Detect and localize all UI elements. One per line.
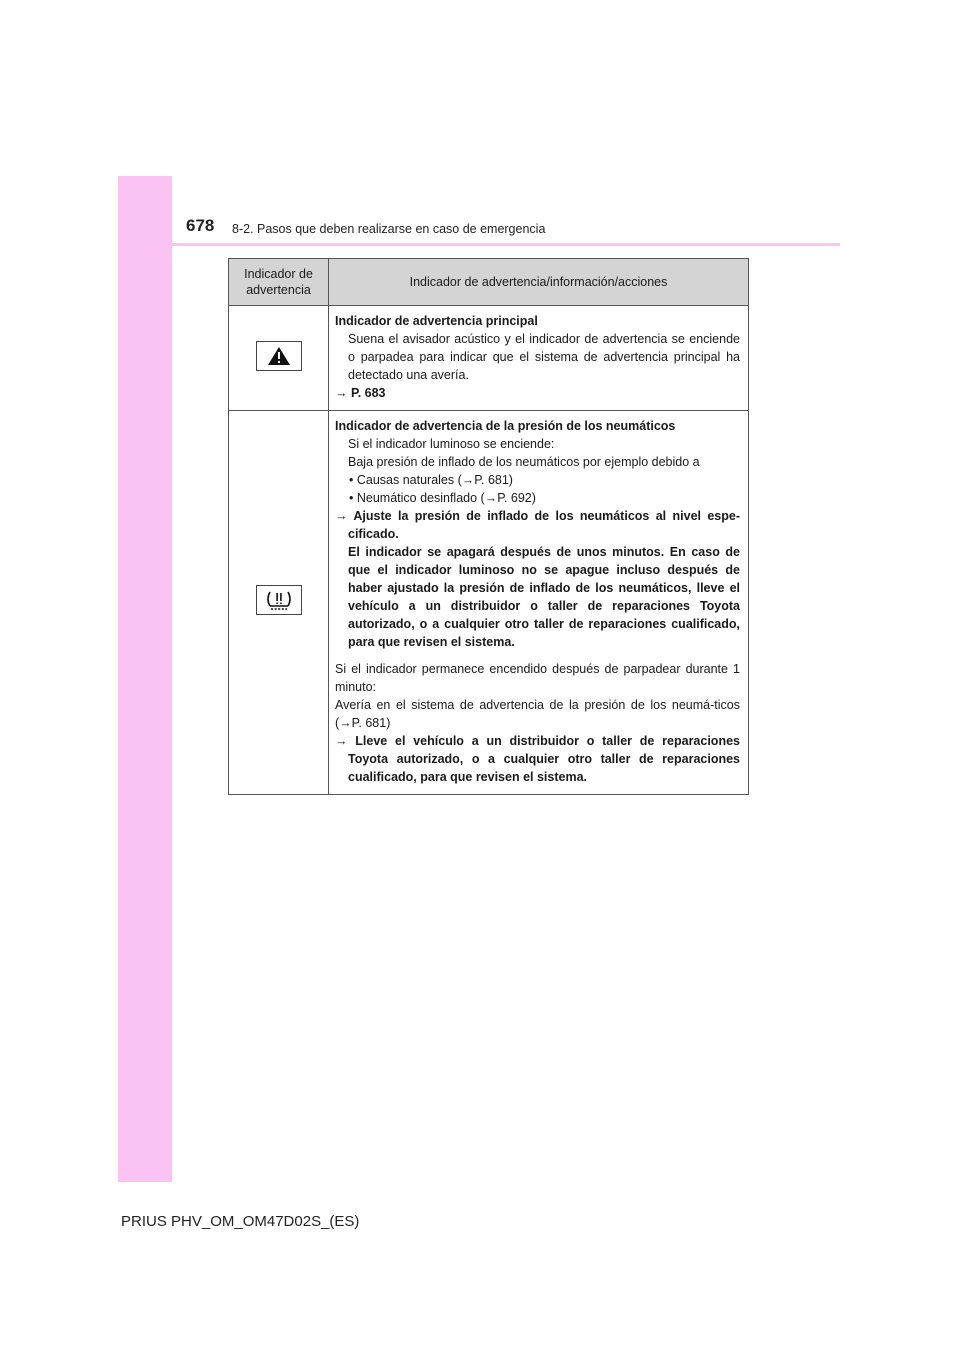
page-reference-text: P. 683 (350, 386, 386, 400)
arrow-right-icon: → (335, 509, 354, 523)
action-text (335, 732, 740, 786)
row-description: Suena el avisador acústico y el indicador de advertencia se enciende o parpadea para indicar que el sistema de advertencia principal ha detectado una avería. (348, 332, 740, 382)
condition-text: Si el indicador luminoso se enciende: (348, 437, 555, 451)
list-item-text: Causas naturales ( (356, 473, 462, 487)
arrow-right-icon: → (339, 716, 352, 730)
table-header-row (229, 259, 749, 306)
row-title: Indicador de advertencia de la presión de los neumáticos (335, 419, 676, 433)
page-reference (335, 384, 740, 402)
cause-ref: P. 681) (351, 716, 391, 730)
icon-cell (229, 306, 329, 411)
document-code: PRIUS PHV_OM_OM47D02S_(ES) (121, 1213, 360, 1230)
col-header-info: Indicador de advertencia/información/acciones (329, 259, 749, 306)
header-rule (118, 243, 840, 246)
arrow-right-icon: → (484, 491, 498, 505)
cause-text (335, 696, 740, 732)
info-cell (329, 411, 749, 795)
list-item-text: Neumático desinflado ( (356, 491, 485, 505)
arrow-right-icon: → (461, 473, 475, 487)
tire-pressure-warning-icon (256, 585, 302, 615)
cause-text: Baja presión de inflado de los neumáticos por ejemplo debido a (348, 455, 700, 469)
list-item: • Neumático desinflado (→P. 692) (349, 491, 536, 505)
row-title: Indicador de advertencia principal (335, 314, 538, 328)
section-title: 8-2. Pasos que deben realizarse en caso de emergencia (232, 222, 546, 236)
col-header-indicator: Indicador de advertencia (229, 259, 329, 306)
cause-text-content: Avería en el sistema de advertencia de la presión de los neumá-ticos ( (335, 698, 740, 730)
list-item-ref: P. 681) (474, 473, 513, 487)
arrow-right-icon: → (335, 734, 356, 748)
table-row (229, 306, 749, 411)
condition-text: Si el indicador permanece encendido después de parpadear durante 1 minuto: (335, 662, 740, 694)
list-item: • Causas naturales (→P. 681) (349, 473, 513, 487)
action-text-content: Lleve el vehículo a un distribuidor o taller de reparaciones Toyota autorizado, o a cualquier otro taller de reparaciones cualificado, para que revisen el sistema. (348, 734, 740, 784)
side-tab-band (118, 176, 172, 1182)
warning-table (228, 258, 749, 795)
table-row (229, 411, 749, 795)
arrow-right-icon: → (335, 386, 351, 400)
action-text-content: Ajuste la presión de inflado de los neumáticos al nivel espe-cificado. (348, 509, 741, 541)
info-cell (329, 306, 749, 411)
list-item-ref: P. 692) (497, 491, 536, 505)
master-warning-triangle-icon (256, 341, 302, 371)
action-note: El indicador se apagará después de unos minutos. En caso de que el indicador luminoso no se apague incluso después de haber ajustado la presión de inflado de los neumáticos, lleve el vehículo a un distribuidor o taller de reparaciones Toyota autorizado, o a cualquier otro taller de reparaciones cualificado, para que revisen el sistema. (348, 545, 740, 649)
icon-cell (229, 411, 329, 795)
page-number: 678 (186, 216, 215, 235)
action-text (335, 507, 740, 543)
